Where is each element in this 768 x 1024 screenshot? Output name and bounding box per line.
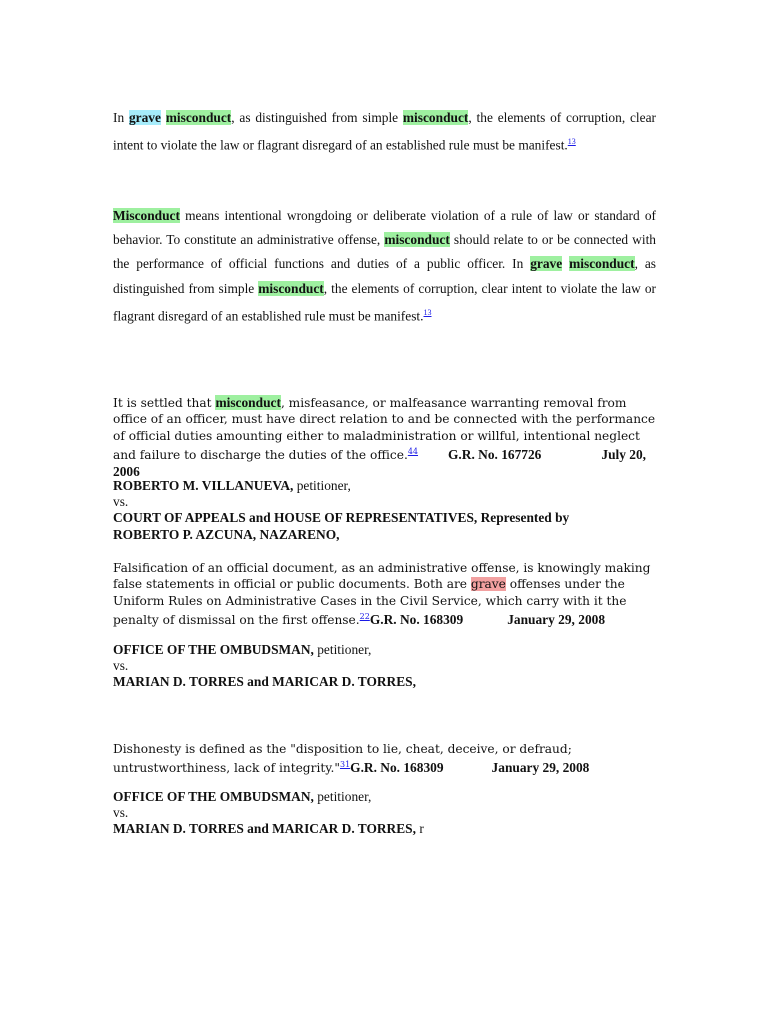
petitioner-name: OFFICE OF THE OMBUDSMAN, [113,642,314,657]
paragraph-grave-misconduct [113,106,656,158]
paragraph-text [113,741,656,777]
text-run: Falsification of an official document, as an administrative offense, is knowingly making false statements in official or public documents. Both are [113,561,651,592]
footnote-link[interactable]: 13 [423,307,432,317]
case-date: July 20, 2006 [113,447,647,479]
highlight-misconduct: misconduct [569,256,635,272]
petitioner-role: petitioner, [313,789,372,804]
petitioner-role: petitioner, [293,478,351,493]
petitioner-name: ROBERTO M. VILLANUEVA, [113,478,294,493]
petitioner-role: petitioner, [313,642,372,657]
case-caption-villanueva [113,478,656,543]
petitioner-name: OFFICE OF THE OMBUDSMAN, [113,789,314,804]
petitioner-line [113,642,656,658]
highlight-misconduct: misconduct [215,395,281,410]
case-number: G.R. No. 167726 [448,447,542,463]
respondent-name: MARIAN D. TORRES and MARICAR D. TORRES, [113,821,416,837]
text-run: offenses under the Uniform Rules on Administrative Cases in the Civil Service, which carry with it the penalty of dismissal on the first offense. [113,577,627,628]
trailing-text: r [415,821,424,837]
text-run: It is settled that [113,396,216,410]
respondent-line [113,527,656,543]
text-run: Dishonesty is defined as the "disposition to lie, cheat, deceive, or defraud; untrustworthiness, lack of integrity." [113,742,572,776]
footnote-link[interactable]: 13 [567,137,576,147]
footnote-link[interactable]: 31 [339,760,351,770]
petitioner-line [113,478,656,494]
case-date: January 29, 2008 [491,760,590,776]
footnote-link[interactable]: 22 [359,612,370,622]
respondent-name: ROBERTO P. AZCUNA, NAZARENO, [113,526,340,542]
text-run: should relate to or be connected with the performance of official functions and duties of a public officer. In [113,232,656,272]
respondent-line [113,821,656,837]
paragraph-text [113,395,656,480]
paragraph-falsification [113,560,656,629]
paragraph-misconduct-definition [113,204,656,328]
text-run: , misfeasance, or malfeasance warranting removal from office of an officer, must have direct relation to and be connected with the performance of official duties amounting either to maladministration or willful, intentional neglect and failure to discharge the duties of the office. [113,396,656,463]
highlight-grave: grave [128,110,161,125]
case-date: January 29, 2008 [507,612,606,628]
highlight-grave: grave [470,577,506,592]
footnote-link[interactable]: 44 [407,447,419,457]
versus-label: vs. [113,658,129,674]
respondent-name: COURT OF APPEALS and HOUSE OF REPRESENTATIVES, Represented by [113,510,570,526]
case-number: G.R. No. 168309 [350,760,444,776]
paragraph-settled-misconduct [113,395,656,480]
text-run: , the elements of corruption, clear intent to violate the law or flagrant disregard of an established rule must be manifest. [113,280,656,324]
paragraph-text [113,560,656,629]
text-run: means intentional wrongdoing or deliberate violation of a rule of law or standard of behavior. To constitute an administrative offense, [113,208,656,248]
text-run: In [113,110,129,125]
highlight-misconduct: misconduct [165,110,232,125]
paragraph-text [113,106,656,158]
versus-label: vs. [113,805,129,821]
case-caption-ombudsman-2 [113,789,656,838]
paragraph-dishonesty [113,741,656,777]
respondent-name: MARIAN D. TORRES and MARICAR D. TORRES, [113,674,416,690]
highlight-misconduct: misconduct [402,110,469,125]
text-run: , as distinguished from simple [113,256,656,296]
text-run: , as distinguished from simple [231,110,403,125]
text-run: , the elements of corruption, clear intent to violate the law or flagrant disregard of an established rule must be manifest. [113,110,656,153]
case-number: G.R. No. 168309 [369,612,464,628]
versus-label: vs. [113,494,129,510]
highlight-misconduct: misconduct [258,280,324,296]
highlight-grave: grave [530,256,563,272]
highlight-misconduct: misconduct [384,232,450,248]
respondent-line [113,674,656,690]
case-caption-ombudsman-1 [113,642,656,691]
petitioner-line [113,789,656,805]
paragraph-text [113,204,656,328]
respondent-line [113,510,656,526]
highlight-misconduct: Misconduct [113,208,180,223]
